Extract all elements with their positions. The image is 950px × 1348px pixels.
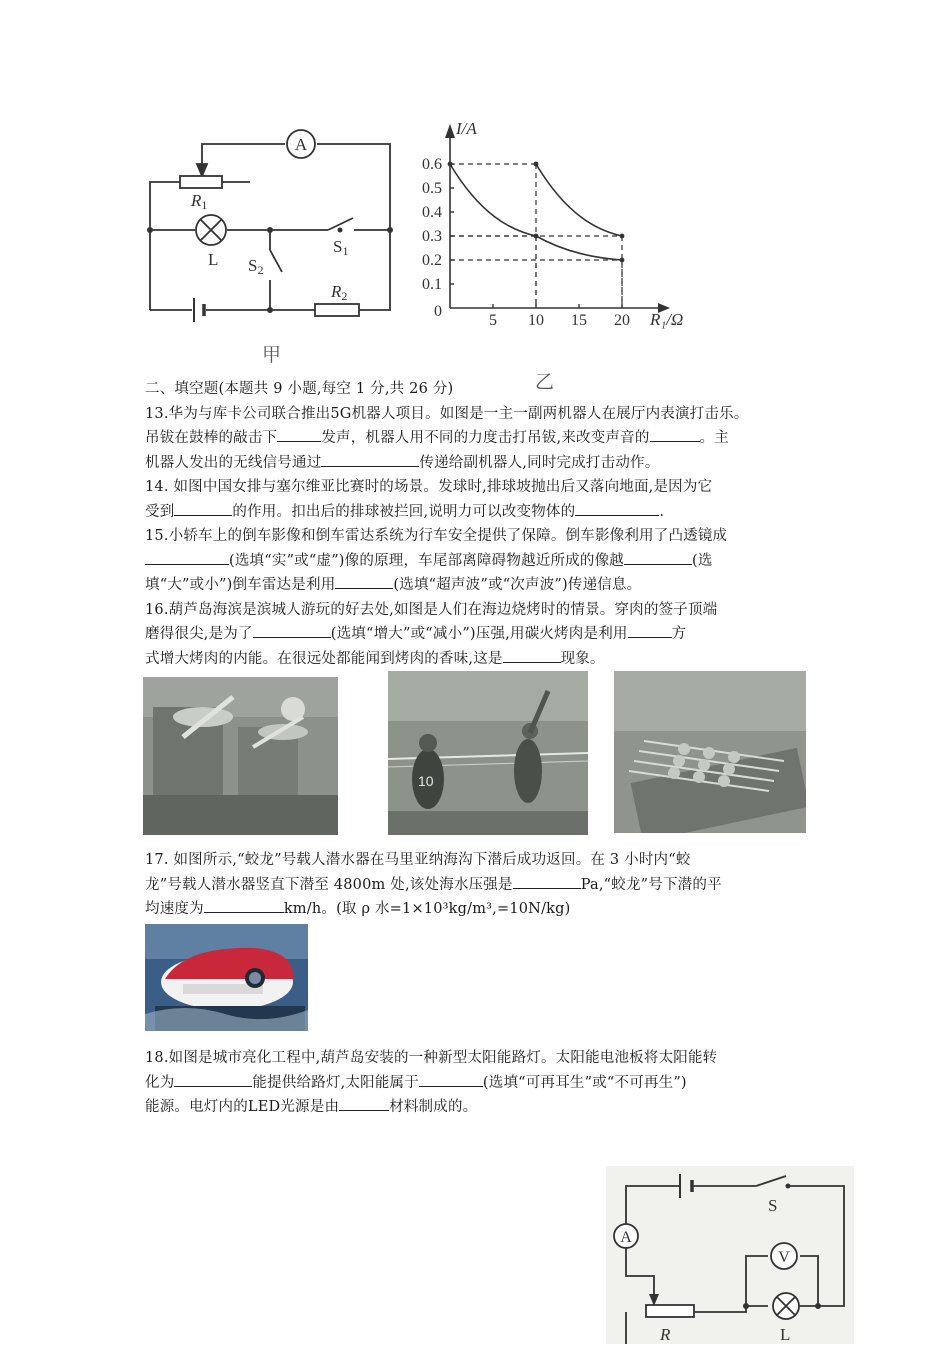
answer-blank[interactable] bbox=[335, 574, 393, 589]
section-fill-in-blanks bbox=[145, 377, 820, 671]
data-point bbox=[534, 162, 539, 167]
resistor-label: R bbox=[660, 1325, 671, 1344]
circuit-diagram-jia bbox=[140, 120, 410, 335]
question-16-line-3: 式增大烤肉的内能。在很远处都能闻到烤肉的香味,这是 现象。 bbox=[145, 647, 820, 672]
answer-blank[interactable] bbox=[513, 874, 581, 889]
data-point bbox=[620, 258, 625, 263]
question-16-line-1: 16.葫芦岛海滨是滨城人游玩的好去处,如图是人们在海边烧烤时的情景。穿肉的签子顶端 bbox=[145, 601, 718, 618]
bottom-circuit-panel bbox=[606, 1166, 854, 1344]
y-tick-label: 0.1 bbox=[422, 276, 442, 293]
y-tick-label: 0.3 bbox=[422, 228, 442, 245]
question-18 bbox=[145, 1046, 820, 1120]
jiaolong-submersible-photo bbox=[145, 924, 308, 1031]
barbecue-photo bbox=[614, 671, 806, 833]
answer-blank[interactable] bbox=[624, 550, 692, 565]
question-17-line-1: 17. 如图所示,“蛟龙”号载人潜水器在马里亚纳海沟下潜后成功返回。在 3 小时内“蛟 bbox=[145, 852, 691, 868]
svg-text:V: V bbox=[778, 1249, 790, 1266]
answer-blank[interactable] bbox=[321, 452, 419, 467]
question-17-line-2: 龙”号载人潜水器竖直下潜至 4800m 处,该处海水压强是 Pa,“蛟龙”号下潜的平 bbox=[145, 873, 820, 898]
r1-label: R1 bbox=[191, 191, 208, 212]
question-13-line-1: 13.华为与库卡公司联合推出5G机器人项目。如图是一主一副两机器人在展厅内表演打击乐。 bbox=[145, 405, 749, 422]
data-point bbox=[448, 162, 453, 167]
robot-drum-photo bbox=[143, 677, 338, 835]
answer-blank[interactable] bbox=[339, 1096, 389, 1111]
svg-text:A: A bbox=[620, 1229, 632, 1246]
answer-blank[interactable] bbox=[277, 427, 321, 442]
answer-blank[interactable] bbox=[204, 898, 284, 913]
answer-blank[interactable] bbox=[419, 1072, 483, 1087]
answer-blank[interactable] bbox=[145, 550, 229, 565]
answer-blank[interactable] bbox=[628, 623, 672, 638]
data-point bbox=[620, 234, 625, 239]
section-title: 二、填空题(本题共 9 小题,每空 1 分,共 26 分) bbox=[145, 381, 454, 397]
ammeter-icon bbox=[287, 130, 315, 158]
answer-blank[interactable] bbox=[174, 501, 232, 516]
bottom-circuit-diagram bbox=[606, 1166, 854, 1344]
volleyball-illustration bbox=[388, 671, 588, 835]
x-tick-label: 5 bbox=[489, 312, 497, 329]
question-18-line-1: 18.如图是城市亮化工程中,葫芦岛安装的一种新型太阳能路灯。太阳能电池板将太阳能转 bbox=[145, 1050, 718, 1066]
answer-blank[interactable] bbox=[503, 648, 561, 663]
series-line-2 bbox=[536, 164, 622, 236]
s1-label: S1 bbox=[333, 237, 349, 258]
y-axis-label: I/A bbox=[456, 119, 477, 138]
answer-blank[interactable] bbox=[253, 623, 331, 638]
jersey-number: 10 bbox=[418, 773, 434, 789]
s2-label: S2 bbox=[248, 256, 264, 277]
question-14-line-2: 受到 的作用。扣出后的排球被拦回,说明力可以改变物体的 . bbox=[145, 500, 820, 525]
data-point bbox=[534, 234, 539, 239]
lamp-label: L bbox=[780, 1325, 791, 1344]
x-tick-label: 10 bbox=[528, 312, 544, 329]
y-axis-arrow-icon bbox=[445, 124, 455, 138]
x-tick-label: 15 bbox=[571, 312, 587, 329]
switch-label: S bbox=[768, 1196, 778, 1215]
question-18-line-3: 能源。电灯内的LED光源是由 材料制成的。 bbox=[145, 1095, 820, 1120]
y-tick-label: 0.6 bbox=[422, 156, 442, 173]
ammeter-icon bbox=[614, 1224, 638, 1248]
lamp-icon bbox=[196, 215, 226, 245]
volleyball-photo bbox=[388, 671, 588, 835]
question-14-line-1: 14. 如图中国女排与塞尔维亚比赛时的场景。发球时,排球坡抛出后又落向地面,是因为它 bbox=[145, 479, 713, 495]
question-18-line-2: 化为 能提供给路灯,太阳能属于 (选填“可再耳生”或“不可再生”) bbox=[145, 1071, 820, 1096]
lamp-icon bbox=[773, 1293, 799, 1319]
x-axis-label: R₁/Ω bbox=[650, 310, 684, 329]
question-15-line-2: (选填“实”或“虚”)像的原理，车尾部离障碍物越近所成的像越 (选 bbox=[145, 549, 820, 574]
question-16-line-2: 磨得很尖,是为了 (选填“增大”或“减小”)压强,用碳火烤肉是利用 方 bbox=[145, 622, 820, 647]
y-tick-label: 0.4 bbox=[422, 204, 442, 221]
figure-label-jia: 甲 bbox=[262, 344, 282, 366]
submersible-illustration bbox=[145, 924, 308, 1031]
origin-label: 0 bbox=[434, 303, 442, 320]
y-tick-label: 0.5 bbox=[422, 180, 442, 197]
barbecue-illustration bbox=[614, 671, 806, 833]
current-resistance-chart bbox=[410, 118, 710, 340]
answer-blank[interactable] bbox=[174, 1072, 252, 1087]
question-17 bbox=[145, 848, 820, 922]
question-17-line-3: 均速度为 km/h。(取 ρ 水=1×10³kg/m³,=10N/kg) bbox=[145, 897, 820, 922]
answer-blank[interactable] bbox=[575, 501, 659, 516]
svg-text:A: A bbox=[294, 135, 308, 154]
answer-blank[interactable] bbox=[650, 427, 700, 442]
question-15-line-3: 填“大”或小”)倒车雷达是利用 (选填“超声波”或“次声波”)传递信息。 bbox=[145, 573, 820, 598]
question-15-line-1: 15.小轿车上的倒车影像和倒车雷达系统为行车安全提供了保障。倒车影像利用了凸透镜成 bbox=[145, 528, 728, 544]
lamp-label: L bbox=[208, 250, 219, 269]
r2-label: R2 bbox=[331, 282, 348, 303]
y-tick-label: 0.2 bbox=[422, 252, 442, 269]
voltmeter-icon bbox=[771, 1243, 797, 1269]
x-tick-label: 20 bbox=[614, 312, 630, 329]
figure-label-yi: 乙 bbox=[535, 371, 555, 393]
question-13-line-3: 机器人发出的无线信号通过 传递给副机器人,同时完成打击动作。 bbox=[145, 451, 820, 476]
question-13-line-2: 吊钹在鼓棒的敲击下 发声，机器人用不同的力度击打吊钹,来改变声音的 。主 bbox=[145, 426, 820, 451]
robot-drum-illustration bbox=[143, 677, 338, 835]
